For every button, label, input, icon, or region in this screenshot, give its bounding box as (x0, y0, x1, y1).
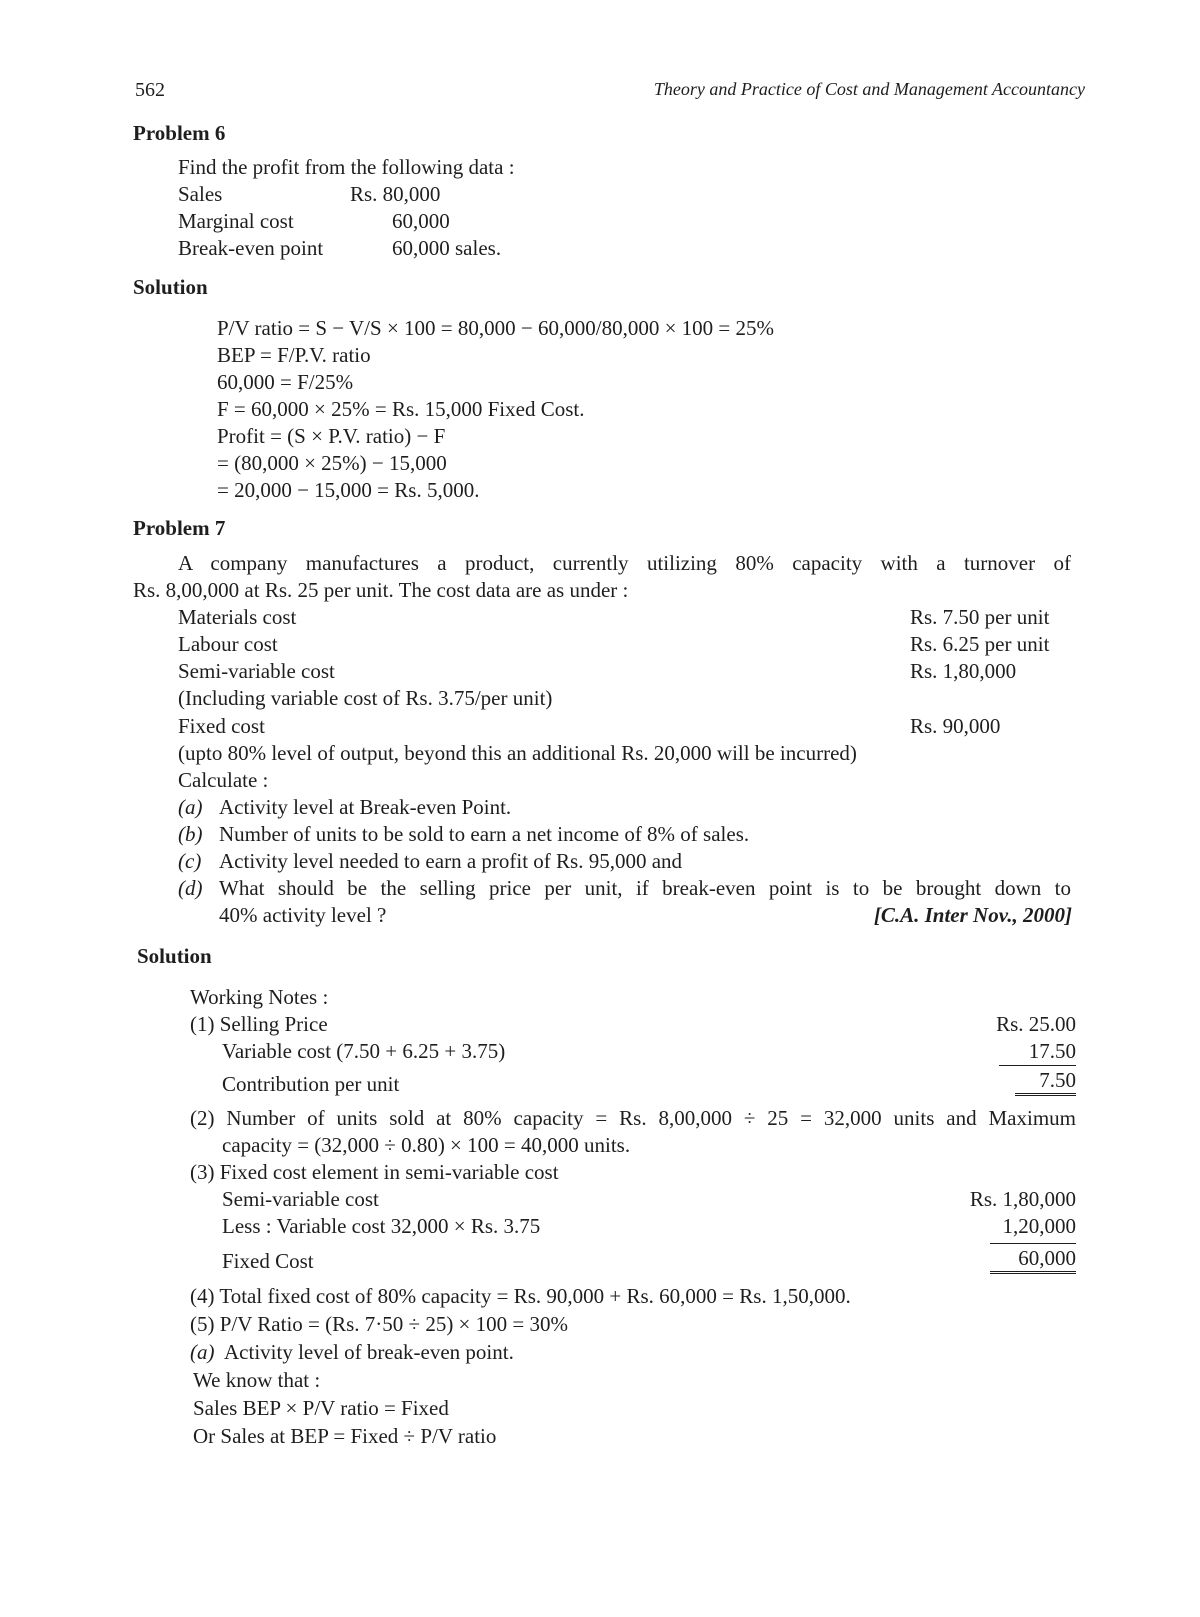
s7-wn3-heading: (3) Fixed cost element in semi-variable cost (190, 1160, 559, 1184)
s7-wn1-variable-cost-value: 17.50 (999, 1041, 1076, 1066)
p7-labour-value: Rs. 6.25 per unit (910, 632, 1050, 656)
s7-wn1-contribution-value: 7.50 (1015, 1070, 1076, 1096)
s7-wn3-less-variable-value: 1,20,000 (1002, 1214, 1076, 1238)
s7-equation-2: Or Sales at BEP = Fixed ÷ P/V ratio (193, 1424, 497, 1448)
p7-item-c-letter: (c) (178, 849, 202, 873)
s6-line-profit-result: = 20,000 − 15,000 = Rs. 5,000. (217, 478, 480, 502)
s7-wn5: (5) P/V Ratio = (Rs. 7·50 ÷ 25) × 100 = 30% (190, 1312, 568, 1336)
s7-wn2-line-2: capacity = (32,000 ÷ 0.80) × 100 = 40,000 units. (222, 1133, 631, 1157)
s6-line-fixed-cost: F = 60,000 × 25% = Rs. 15,000 Fixed Cost. (217, 397, 585, 421)
s7-wn3-semi-variable-label: Semi-variable cost (222, 1187, 379, 1211)
p7-labour-label: Labour cost (178, 632, 278, 656)
s7-wn3-fixed-cost-label: Fixed Cost (222, 1249, 314, 1273)
p6-bep-label: Break-even point (178, 236, 324, 260)
page-number: 562 (135, 79, 165, 101)
problem-7-heading: Problem 7 (133, 516, 226, 540)
p7-materials-value: Rs. 7.50 per unit (910, 605, 1050, 629)
s7-working-notes: Working Notes : (190, 985, 329, 1009)
p7-item-d-continuation: 40% activity level ? (219, 903, 387, 927)
p7-item-d-text: What should be the selling price per unit, if break-even point is to be brought down to (219, 876, 1071, 900)
p7-fixed-cost-note: (upto 80% level of output, beyond this an additional Rs. 20,000 will be incurred) (178, 741, 857, 765)
solution-6-heading: Solution (133, 275, 208, 299)
problem-6-heading: Problem 6 (133, 121, 226, 145)
p6-marginal-cost-value: 60,000 (392, 209, 450, 233)
s6-line-profit-formula: Profit = (S × P.V. ratio) − F (217, 424, 446, 448)
s6-line-profit-calc: = (80,000 × 25%) − 15,000 (217, 451, 447, 475)
s7-wn3-fixed-cost-value: 60,000 (990, 1243, 1076, 1274)
s7-we-know-that: We know that : (193, 1368, 321, 1392)
s7-wn3-less-variable-label: Less : Variable cost 32,000 × Rs. 3.75 (222, 1214, 541, 1238)
p7-item-a-letter: (a) (178, 795, 203, 819)
s7-part-a-letter: (a) (190, 1340, 215, 1364)
problem-6-intro: Find the profit from the following data : (178, 155, 515, 179)
s7-wn1-variable-cost-label: Variable cost (7.50 + 6.25 + 3.75) (222, 1039, 506, 1063)
p7-semi-variable-label: Semi-variable cost (178, 659, 335, 683)
p6-sales-label: Sales (178, 182, 223, 206)
s7-wn1-contribution-label: Contribution per unit (222, 1072, 400, 1096)
running-header-title: Theory and Practice of Cost and Management Accountancy (653, 79, 1085, 99)
p7-semi-variable-note: (Including variable cost of Rs. 3.75/per unit) (178, 686, 553, 710)
p7-fixed-cost-value: Rs. 90,000 (910, 714, 1001, 738)
p7-item-b-letter: (b) (178, 822, 203, 846)
s6-line-bep: BEP = F/P.V. ratio (217, 343, 371, 367)
solution-7-heading: Solution (137, 944, 212, 968)
p6-marginal-cost-label: Marginal cost (178, 209, 294, 233)
s7-wn1-selling-price-value: Rs. 25.00 (996, 1012, 1076, 1036)
s7-wn3-semi-variable-value: Rs. 1,80,000 (969, 1187, 1076, 1211)
p6-bep-value: 60,000 sales. (392, 236, 502, 260)
p7-item-c-text: Activity level needed to earn a profit of Rs. 95,000 and (219, 849, 683, 873)
s7-wn1-selling-price-label: (1) Selling Price (190, 1012, 328, 1036)
s7-part-a-heading: Activity level of break-even point. (224, 1340, 514, 1364)
p7-item-a-text: Activity level at Break-even Point. (219, 795, 512, 819)
p7-item-b-text: Number of units to be sold to earn a net income of 8% of sales. (219, 822, 750, 846)
s6-line-pv-ratio: P/V ratio = S − V/S × 100 = 80,000 − 60,000/80,000 × 100 = 25% (217, 316, 774, 340)
p7-item-d-letter: (d) (178, 876, 203, 900)
p7-paragraph-line-1: A company manufactures a product, currently utilizing 80% capacity with a turnover of (178, 551, 1071, 575)
p7-semi-variable-value: Rs. 1,80,000 (910, 659, 1017, 683)
s6-line-bep-value: 60,000 = F/25% (217, 370, 354, 394)
s7-wn2-line-1: (2) Number of units sold at 80% capacity = Rs. 8,00,000 ÷ 25 = 32,000 units and Maximum (190, 1106, 1076, 1130)
s7-equation-1: Sales BEP × P/V ratio = Fixed (193, 1396, 449, 1420)
p7-source-citation: [C.A. Inter Nov., 2000] (873, 903, 1072, 927)
p6-sales-value: Rs. 80,000 (350, 182, 441, 206)
p7-fixed-cost-label: Fixed cost (178, 714, 265, 738)
p7-materials-label: Materials cost (178, 605, 297, 629)
s7-wn4: (4) Total fixed cost of 80% capacity = Rs. 90,000 + Rs. 60,000 = Rs. 1,50,000. (190, 1284, 851, 1308)
p7-paragraph-line-2: Rs. 8,00,000 at Rs. 25 per unit. The cost data are as under : (133, 578, 629, 602)
p7-calculate: Calculate : (178, 768, 269, 792)
